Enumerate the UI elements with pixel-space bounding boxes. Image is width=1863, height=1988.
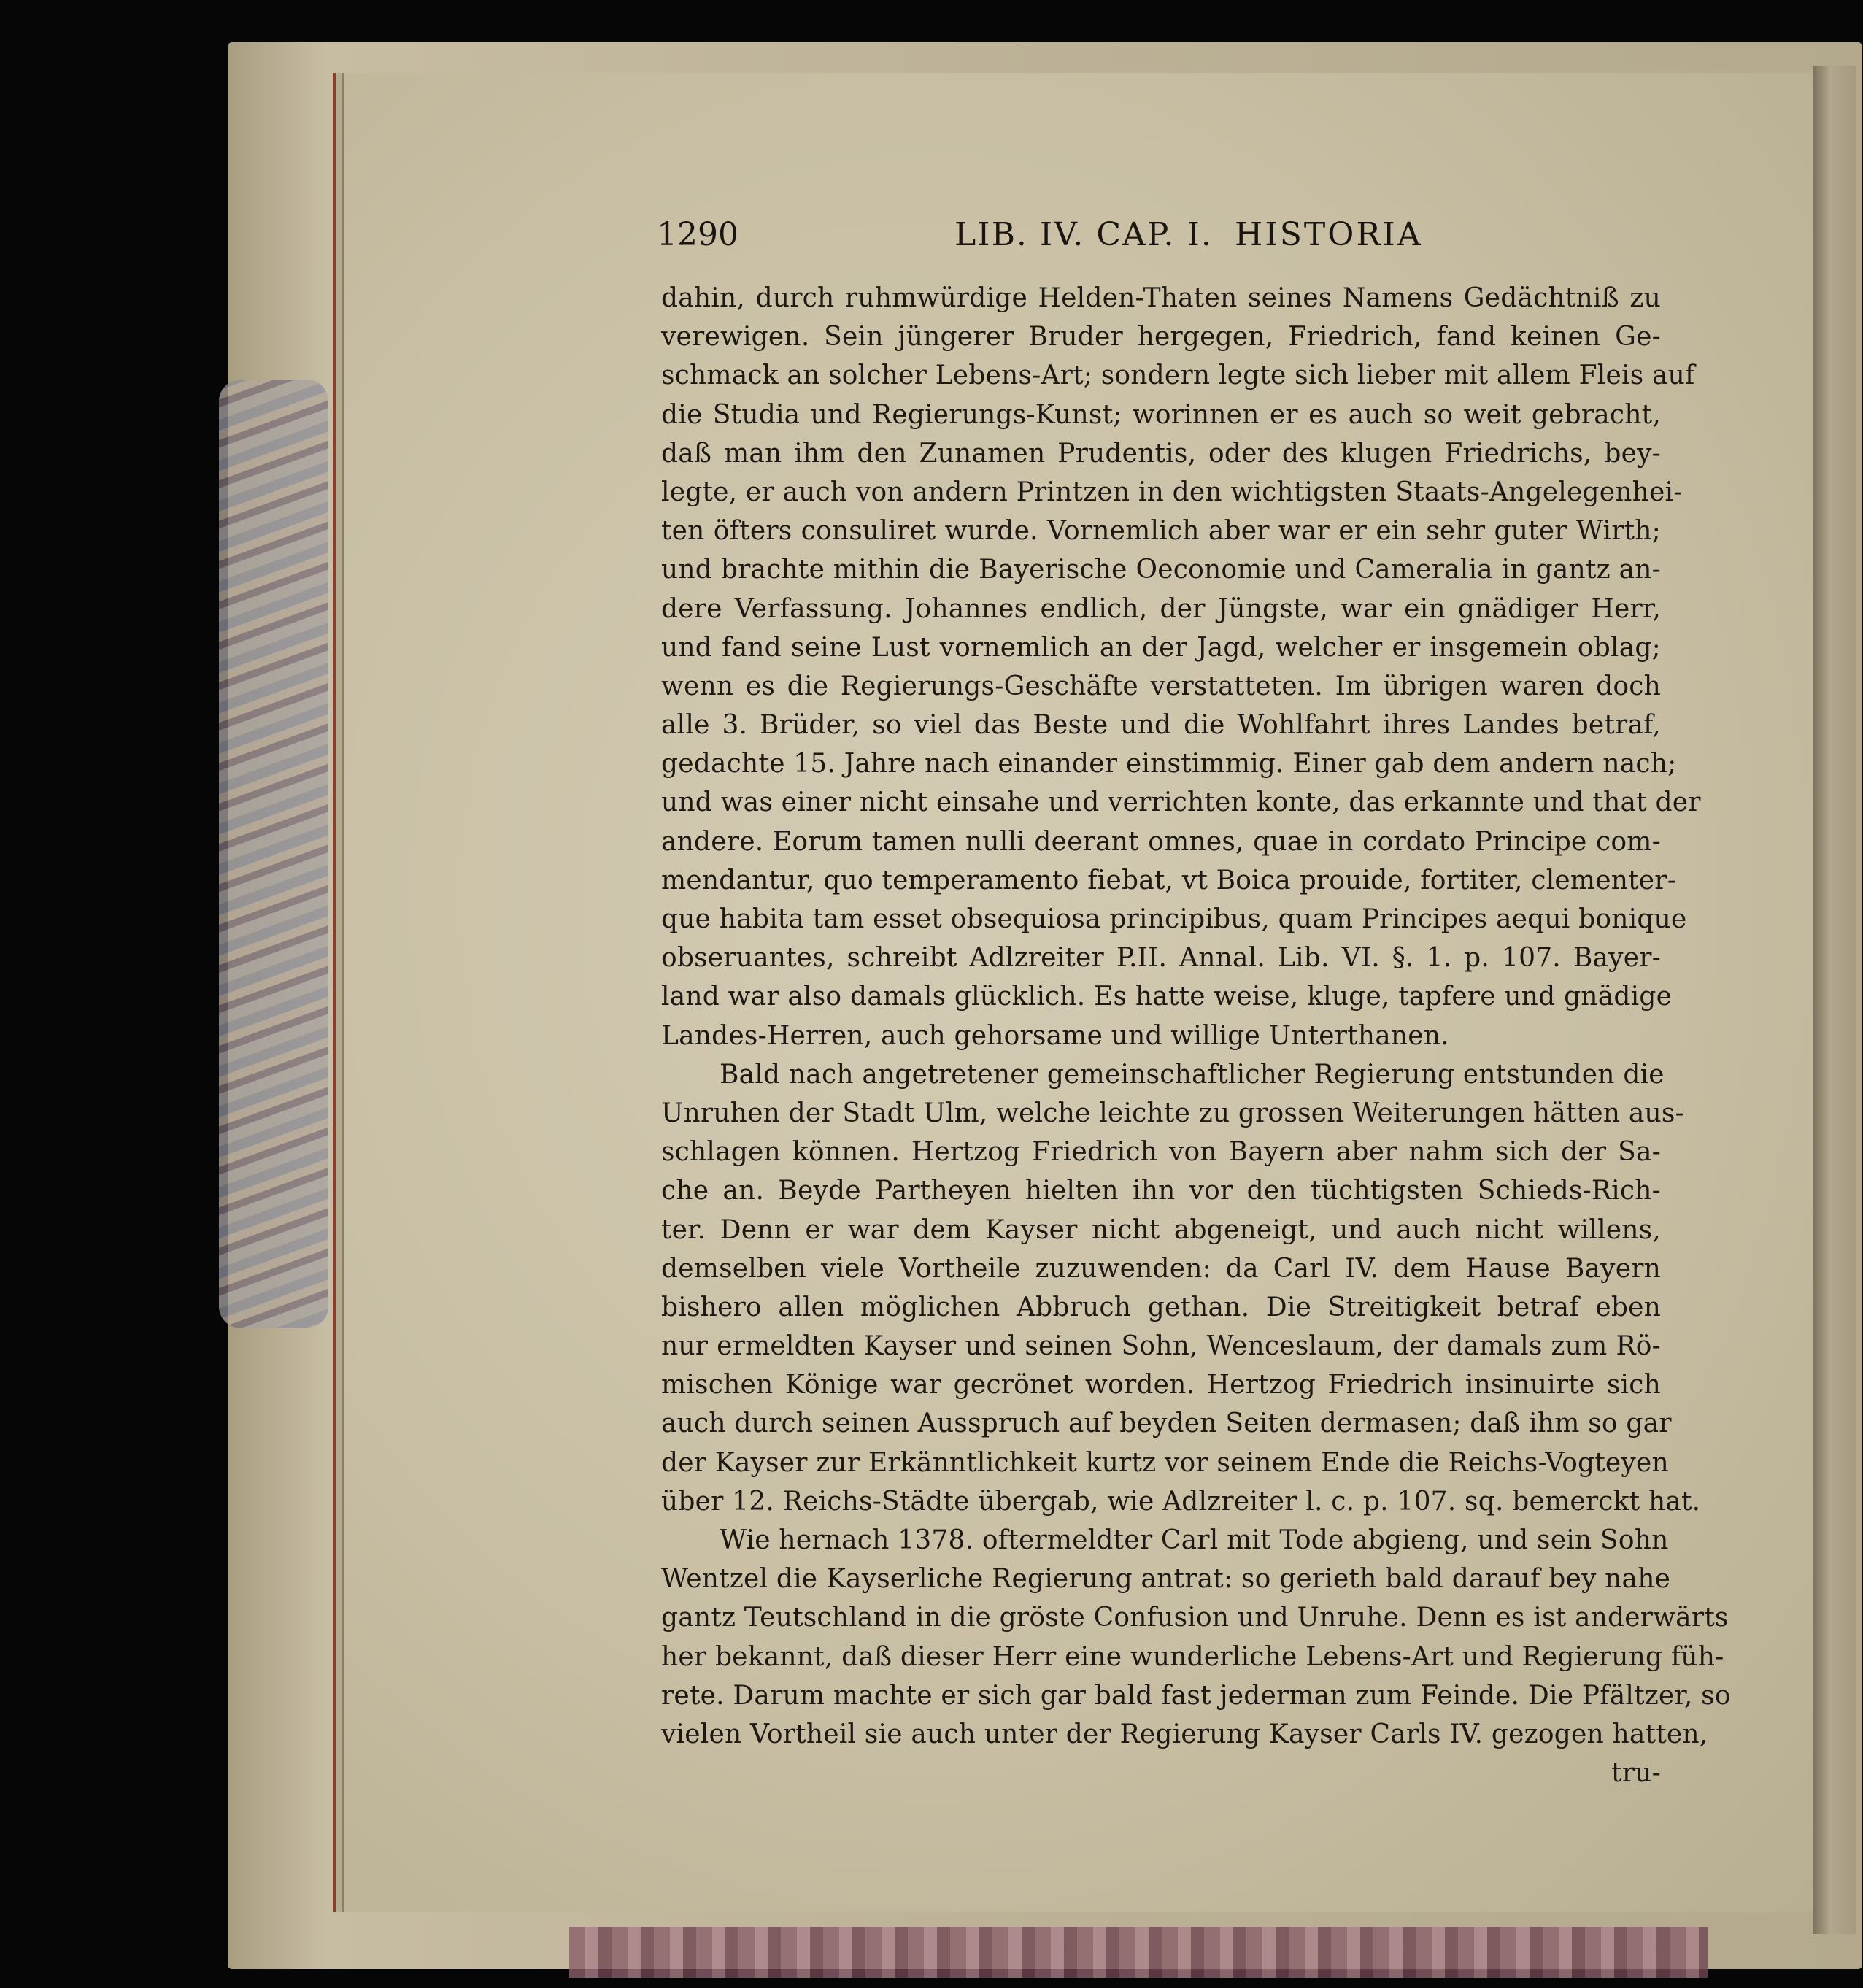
text-line: Landes-Herren, auch gehorsame und willige Unterthanen. xyxy=(661,1020,1449,1051)
text-line: rete. Darum machte er sich gar bald fast jederman zum Feinde. Die Pfältzer, so xyxy=(661,1680,1731,1711)
text-line: dahin, durch ruhmwürdige Helden-Thaten seines Namens Gedächtniß zu xyxy=(661,283,1661,313)
text-line: verewigen. Sein jüngerer Bruder hergegen, Friedrich, fand keinen Ge- xyxy=(661,322,1661,352)
text-line: die Studia und Regierungs-Kunst; worinnen er es auch so weit gebracht, xyxy=(661,399,1661,430)
text-line: dere Verfassung. Johannes endlich, der Jüngste, war ein gnädiger Herr, xyxy=(661,593,1661,624)
text-line: andere. Eorum tamen nulli deerant omnes, quae in cordato Principe com- xyxy=(661,826,1661,857)
text-line: demselben viele Vortheile zuzuwenden: da Carl IV. dem Hause Bayern xyxy=(661,1253,1661,1284)
marbled-edge xyxy=(219,380,328,1328)
text-line: her bekannt, daß dieser Herr eine wunderliche Lebens-Art und Regierung füh- xyxy=(661,1641,1724,1672)
text-line: land war also damals glücklich. Es hatte weise, kluge, tapfere und gnädige xyxy=(661,982,1673,1012)
text-line: Wie hernach 1378. oftermeldter Carl mit Tode abgieng, und sein Sohn xyxy=(720,1525,1669,1555)
text-line: Wentzel die Kayserliche Regierung antrat: so gerieth bald darauf bey nahe xyxy=(661,1564,1671,1595)
text-line: schlagen können. Hertzog Friedrich von Bayern aber nahm sich der Sa- xyxy=(661,1137,1661,1168)
page-number: 1290 xyxy=(657,216,738,253)
text-line: über 12. Reichs-Städte übergab, wie Adlzreiter l. c. p. 107. sq. bemerckt hat. xyxy=(661,1486,1701,1517)
text-line: Unruhen der Stadt Ulm, welche leichte zu grossen Weiterungen hätten aus- xyxy=(661,1098,1684,1128)
text-line: alle 3. Brüder, so viel das Beste und die Wohlfahrt ihres Landes betraf, xyxy=(661,710,1661,741)
text-line: ter. Denn er war dem Kayser nicht abgeneigt, und auch nicht willens, xyxy=(661,1214,1661,1245)
body-text xyxy=(661,279,1731,1792)
running-title: HISTORIA xyxy=(1235,216,1423,253)
text-line: bishero allen möglichen Abbruch gethan. Die Streitigkeit betraf eben xyxy=(661,1292,1661,1322)
text-line: und was einer nicht einsahe und verrichten konte, das erkannte und that der xyxy=(661,787,1701,818)
text-line: que habita tam esset obsequiosa principibus, quam Principes aequi bonique xyxy=(661,904,1687,934)
text-line: vielen Vortheil sie auch unter der Regierung Kayser Carls IV. gezogen hatten, xyxy=(661,1719,1708,1749)
page-fore-edge xyxy=(1813,66,1856,1934)
text-line: auch durch seinen Ausspruch auf beyden Seiten dermasen; daß ihm so gar xyxy=(661,1409,1672,1439)
text-line: mendantur, quo temperamento fiebat, vt Boica prouide, fortiter, clementer- xyxy=(661,865,1677,895)
text-line: legte, er auch von andern Printzen in den wichtigsten Staats-Angelegenhei- xyxy=(661,477,1683,507)
text-line: Bald nach angetretener gemeinschaftlicher Regierung entstunden die xyxy=(720,1059,1665,1090)
marbled-bottom-edge xyxy=(569,1927,1708,1978)
text-line: der Kayser zur Erkänntlichkeit kurtz vor seinem Ende die Reichs-Vogteyen xyxy=(661,1447,1669,1478)
text-line: gantz Teutschland in die gröste Confusion und Unruhe. Denn es ist anderwärts xyxy=(661,1603,1729,1633)
text-line: wenn es die Regierungs-Geschäfte verstatteten. Im übrigen waren doch xyxy=(661,671,1661,701)
text-line: obseruantes, schreibt Adlzreiter P.II. Annal. Lib. VI. §. 1. p. 107. Bayer- xyxy=(661,943,1661,974)
text-line: che an. Beyde Partheyen hielten ihn vor den tüchtigsten Schieds-Rich- xyxy=(661,1176,1661,1206)
running-head: LIB. IV. CAP. I. xyxy=(954,216,1213,253)
text-line: mischen Könige war gecrönet worden. Hertzog Friedrich insinuirte sich xyxy=(661,1370,1661,1401)
text-line: nur ermeldten Kayser und seinen Sohn, Wenceslaum, der damals zum Rö- xyxy=(661,1331,1661,1362)
running-header xyxy=(657,216,1423,260)
text-line: schmack an solcher Lebens-Art; sondern legte sich lieber mit allem Fleis auf xyxy=(661,361,1695,391)
text-line: gedachte 15. Jahre nach einander einstimmig. Einer gab dem andern nach; xyxy=(661,749,1677,779)
text-line: ten öfters consuliret wurde. Vornemlich aber war er ein sehr guter Wirth; xyxy=(661,516,1661,547)
text-line: daß man ihm den Zunamen Prudentis, oder des klugen Friedrichs, bey- xyxy=(661,438,1661,469)
text-line: und fand seine Lust vornemlich an der Jagd, welcher er insgemein oblag; xyxy=(661,632,1661,663)
text-line: und brachte mithin die Bayerische Oeconomie und Cameralia in gantz an- xyxy=(661,555,1661,585)
catchword: tru- xyxy=(1611,1758,1661,1789)
